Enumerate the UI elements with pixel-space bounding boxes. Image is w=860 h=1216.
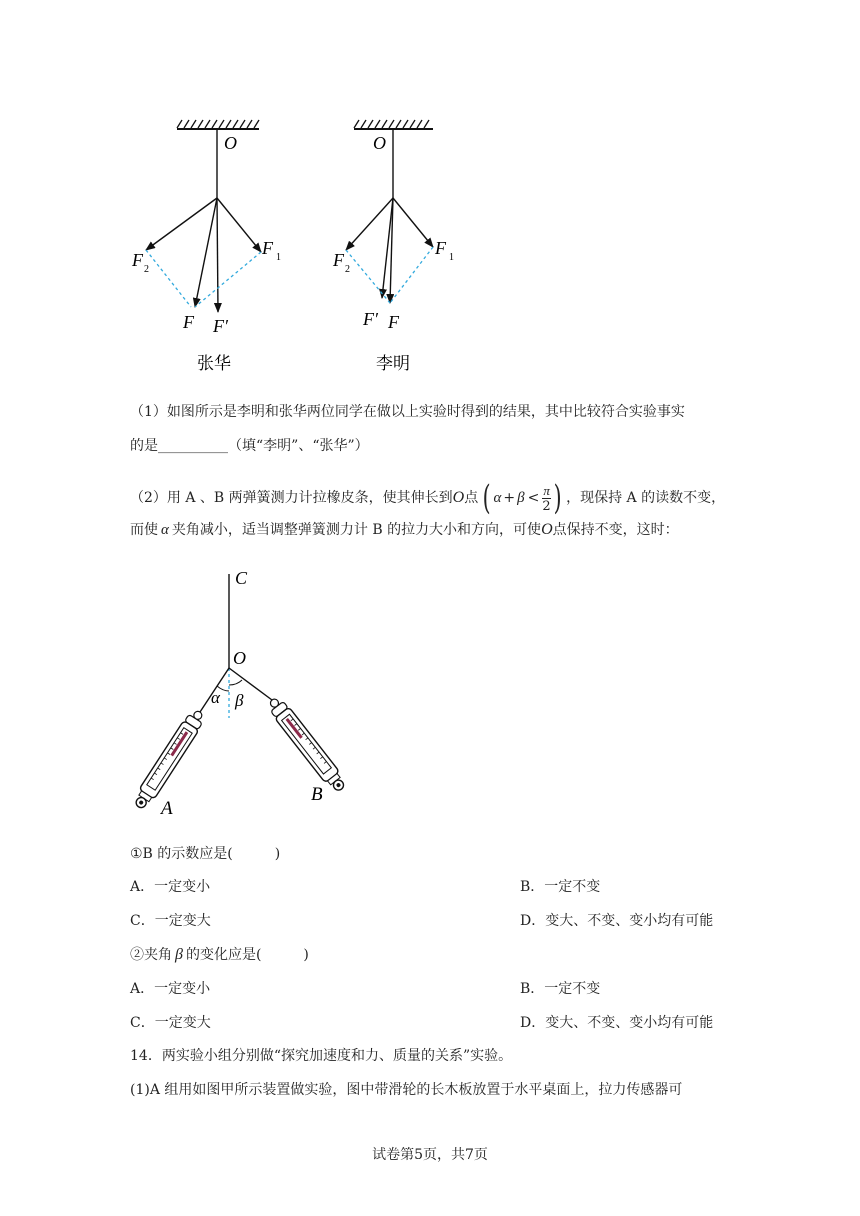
sub2-option-b: B．一定不变 <box>520 981 601 997</box>
label-f2-sub: 2 <box>345 264 350 275</box>
label-f: F <box>183 312 194 332</box>
sub1-option-b: B．一定不变 <box>520 879 601 895</box>
label-a: A <box>161 798 173 819</box>
question-14-line-1: 14．两实验小组分别做“探究加速度和力、质量的关系”实验。 <box>130 1048 513 1064</box>
label-f1: F <box>435 238 446 258</box>
label-f-prime: F′ <box>363 309 378 329</box>
condition-formula: ( α + β < π 2 ) <box>482 478 562 518</box>
caption-zhanghua: 张华 <box>197 354 231 374</box>
label-f1: F <box>262 238 273 258</box>
label-f-prime: F′ <box>213 316 228 336</box>
question-1-line-1: （1）如图所示是李明和张华两位同学在做以上实验时得到的结果，其中比较符合实验事实 <box>130 404 685 420</box>
label-f1-sub: 1 <box>276 252 281 263</box>
label-f2-sub: 2 <box>144 264 149 275</box>
question-2-line-1 <box>130 478 725 518</box>
sub1-option-c: C．一定变大 <box>130 913 211 929</box>
caption-liming: 李明 <box>376 354 410 374</box>
question-2-line-2: 而使 α 夹角减小，适当调整弹簧测力计 B 的拉力大小和方向，可使O点保持不变，这时： <box>130 521 679 538</box>
label-alpha: α <box>211 688 220 707</box>
question-2-text-a: （2）用 A 、B 两弹簧测力计拉橡皮条，使其伸长到 <box>130 490 453 506</box>
spring-scale-figure <box>125 560 365 820</box>
zhanghua-diagram <box>131 120 281 374</box>
spring-scale-b <box>265 694 349 794</box>
label-o: O <box>233 648 246 668</box>
force-diagram-figure <box>120 110 460 390</box>
point-word: 点 <box>464 490 479 506</box>
label-c: C <box>235 568 248 588</box>
sub-question-1-stem: ①B 的示数应是( ) <box>130 846 281 862</box>
fraction-pi-over-2: π 2 <box>542 482 551 514</box>
spring-scale-a <box>131 707 208 812</box>
liming-diagram <box>332 120 454 374</box>
label-beta: β <box>235 691 244 710</box>
label-f: F <box>388 312 399 332</box>
page-footer: 试卷第5页，共7页 <box>372 1147 488 1163</box>
sub2-option-a: A．一定变小 <box>130 981 211 997</box>
question-14-line-2: (1)A 组用如图甲所示装置做实验，图中带滑轮的长木板放置于水平桌面上，拉力传感器可 <box>130 1082 683 1098</box>
point-o: O <box>452 489 465 506</box>
sub1-option-d: D．变大、不变、变小均有可能 <box>520 913 714 929</box>
label-f2: F <box>333 250 344 270</box>
label-o: O <box>373 133 386 153</box>
label-o: O <box>224 133 237 153</box>
label-f2: F <box>132 250 143 270</box>
label-b: B <box>311 784 323 805</box>
question-2-text-b: ，现保持 A 的读数不变， <box>566 490 726 506</box>
sub1-option-a: A．一定变小 <box>130 879 211 895</box>
sub2-option-c: C．一定变大 <box>130 1015 211 1031</box>
question-1-line-2: 的是__________（填“李明”、“张华”） <box>130 438 369 454</box>
sub-question-2-stem: ②夹角 β 的变化应是( ) <box>130 946 309 963</box>
sub2-option-d: D．变大、不变、变小均有可能 <box>520 1015 714 1031</box>
label-f1-sub: 1 <box>449 252 454 263</box>
